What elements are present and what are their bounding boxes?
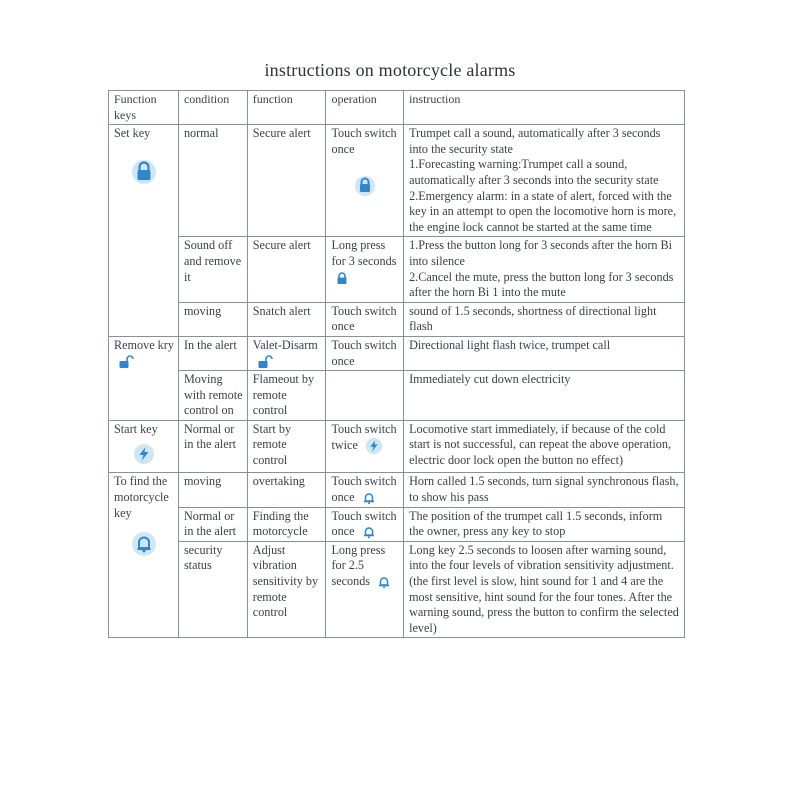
condition-cell: Moving with remote control on	[178, 371, 247, 421]
operation-cell: Touch switch once	[326, 336, 404, 370]
operation-text: Touch switch once	[331, 126, 397, 156]
function-cell: Snatch alert	[247, 302, 326, 336]
lock-closed-icon	[354, 173, 376, 197]
condition-cell: Normal or in the alert	[178, 420, 247, 473]
table-row	[109, 420, 685, 473]
table-row	[109, 125, 685, 237]
function-cell: overtaking	[247, 473, 326, 507]
operation-text: Long press for 2.5 seconds	[331, 542, 386, 589]
key-cell-remove	[109, 336, 179, 420]
instruction-cell	[404, 125, 685, 237]
instruction-cell: Directional light flash twice, trumpet call	[404, 336, 685, 370]
condition-cell: In the alert	[178, 336, 247, 370]
page-title: instructions on motorcycle alarms	[264, 60, 516, 80]
bell-find-icon	[362, 491, 376, 505]
key-cell-find	[109, 473, 179, 638]
bell-find-icon	[131, 531, 157, 557]
lock-open-icon	[257, 355, 273, 369]
operation-text: Touch switch twice	[331, 421, 397, 453]
condition-cell: Normal or in the alert	[178, 507, 247, 541]
table-row	[109, 336, 685, 370]
condition-cell: normal	[178, 125, 247, 237]
table-header-row	[109, 91, 685, 125]
instruction-cell	[404, 237, 685, 302]
header-instruction: instruction	[404, 91, 685, 125]
operation-cell	[326, 125, 404, 237]
instruction-cell: Horn called 1.5 seconds, turn signal synchronous flash, to show his pass	[404, 473, 685, 507]
key-label-start: Start key	[114, 421, 158, 436]
function-cell: Secure alert	[247, 125, 326, 237]
function-cell: Finding the motorcycle	[247, 507, 326, 541]
key-label-remove: Remove kry	[114, 337, 174, 352]
instruction-cell: Locomotive start immediately, if because of the cold start is not successful, can repeat the above operation, electric door lock open the button no effect)	[404, 420, 685, 473]
key-label-set: Set key	[114, 126, 151, 141]
table-row	[109, 371, 685, 421]
condition-cell: Sound off and remove it	[178, 237, 247, 302]
instruction-cell: sound of 1.5 seconds, shortness of directional light flash	[404, 302, 685, 336]
instruction-line: 2.Emergency alarm: in a state of alert, forced with the key in an attempt to open the locomotive horn is more, the engine lock cannot be started at the same time	[409, 188, 677, 234]
table-row	[109, 473, 685, 507]
function-cell: Flameout by remote control	[247, 371, 326, 421]
operation-cell	[326, 237, 404, 302]
function-cell: Start by remote control	[247, 420, 326, 473]
condition-cell: security status	[178, 541, 247, 638]
condition-cell: moving	[178, 302, 247, 336]
operation-text: Long press for 3 seconds	[331, 238, 397, 268]
function-cell: Secure alert	[247, 237, 326, 302]
lock-closed-icon	[131, 156, 157, 186]
header-condition: condition	[178, 91, 247, 125]
function-cell	[247, 336, 326, 370]
bell-find-icon	[377, 575, 391, 589]
header-function-keys: Function keys	[109, 91, 179, 125]
lock-closed-icon	[335, 271, 349, 285]
instruction-cell: The position of the trumpet call 1.5 seconds, inform the owner, press any key to stop	[404, 507, 685, 541]
instruction-line: Trumpet call a sound, automatically after 3 seconds into the security state	[409, 126, 661, 156]
header-function: function	[247, 91, 326, 125]
function-text: Valet-Disarm	[252, 337, 318, 352]
function-cell: Adjust vibration sensitivity by remote control	[247, 541, 326, 638]
operation-cell	[326, 371, 404, 421]
table-row	[109, 507, 685, 541]
table-row	[109, 237, 685, 302]
instruction-line: 1.Press the button long for 3 seconds after the horn Bi into silence	[409, 238, 673, 268]
instruction-line: 1.Forecasting warning:Trumpet call a sound, automatically after 3 seconds into the security state	[409, 157, 659, 187]
operation-cell	[326, 507, 404, 541]
operation-cell	[326, 473, 404, 507]
instruction-cell: Long key 2.5 seconds to loosen after warning sound, into the four levels of vibration sensitivity adjustment.(the first level is slow, hint sound for 1 and 4 are the most sensitive, hint sound for the four tones. After the warning sound, press the button to confirm the selected level)	[404, 541, 685, 638]
header-operation: operation	[326, 91, 404, 125]
operation-text: Touch switch once	[331, 508, 397, 539]
alarm-instructions-table	[108, 90, 685, 638]
bell-find-icon	[362, 525, 376, 539]
instruction-cell: Immediately cut down electricity	[404, 371, 685, 421]
operation-cell	[326, 541, 404, 638]
lightning-start-icon	[365, 437, 383, 455]
key-label-find: To find the motorcycle key	[114, 474, 169, 520]
condition-cell: moving	[178, 473, 247, 507]
instruction-line: 2.Cancel the mute, press the button long for 3 seconds after the horn Bi 1 into the mute	[409, 269, 674, 300]
operation-text: Touch switch once	[331, 474, 397, 505]
operation-cell	[326, 420, 404, 473]
key-cell-start	[109, 420, 179, 473]
table-row	[109, 302, 685, 336]
operation-cell: Touch switch once	[326, 302, 404, 336]
lock-open-icon	[118, 355, 134, 369]
key-cell-set	[109, 125, 179, 337]
lightning-start-icon	[133, 443, 155, 465]
table-row	[109, 541, 685, 638]
